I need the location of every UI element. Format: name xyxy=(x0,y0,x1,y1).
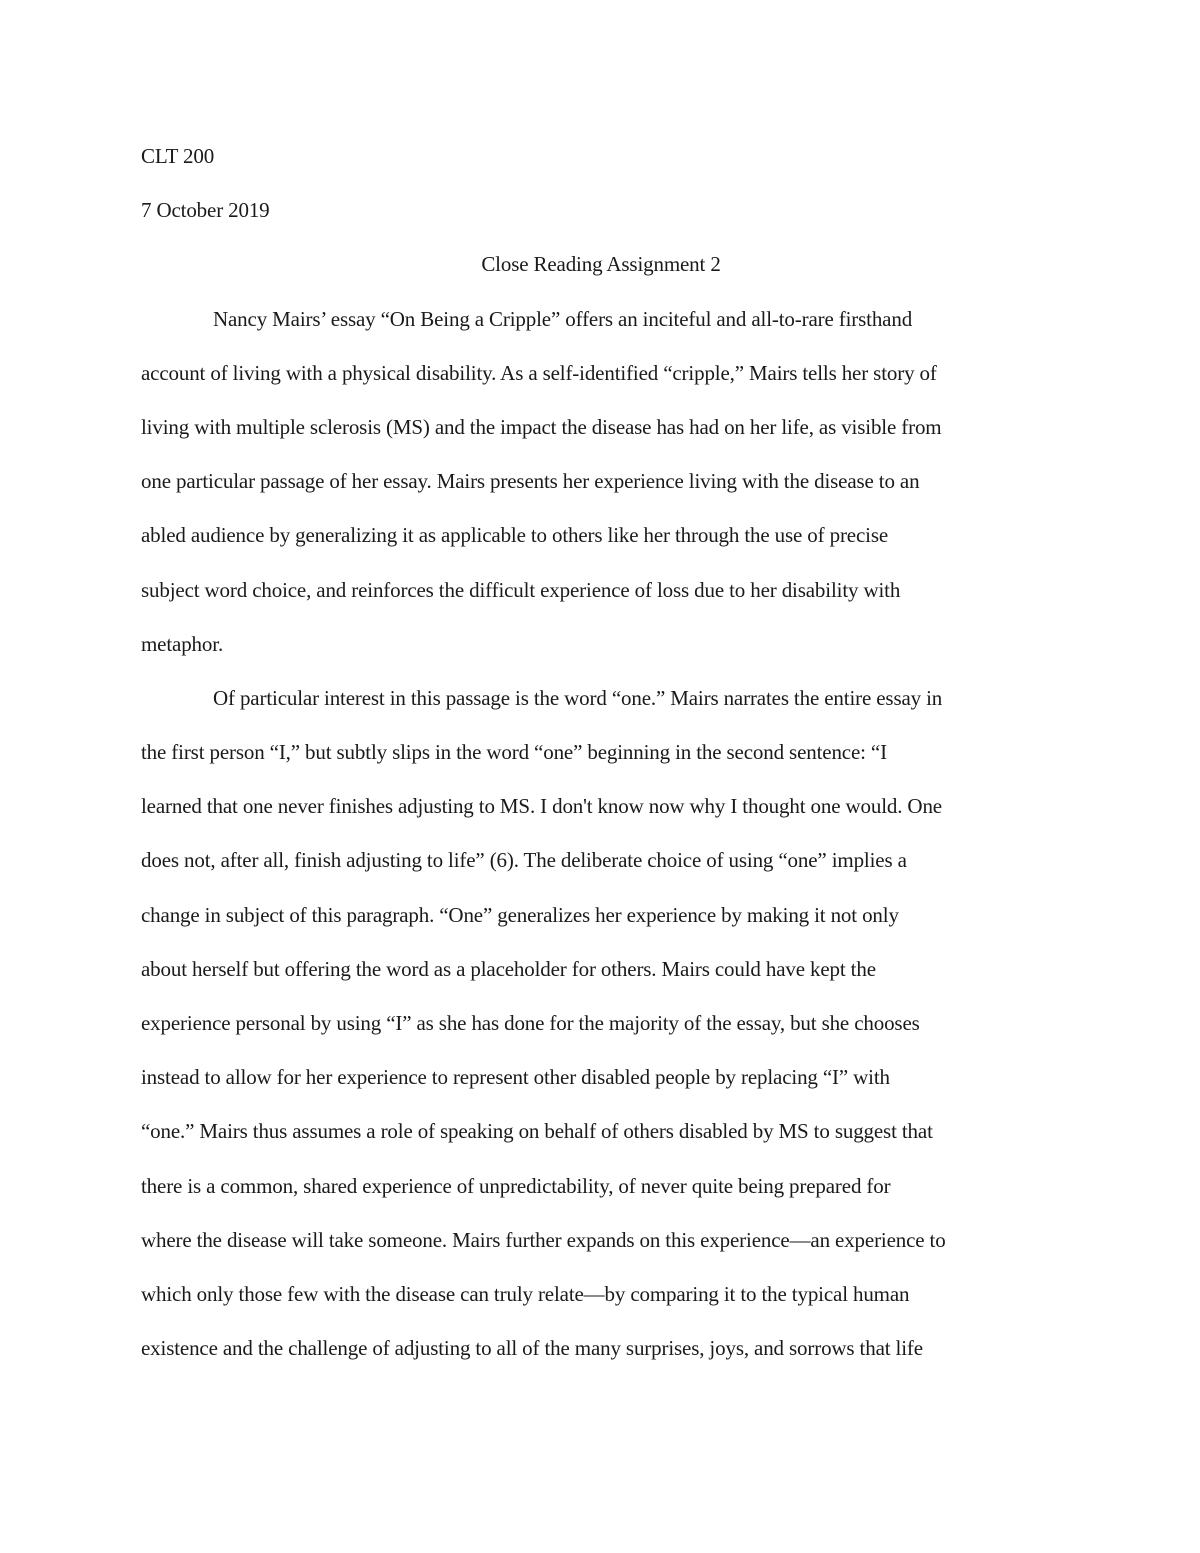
paragraph-line: metaphor. xyxy=(141,631,224,656)
paragraph-line: which only those few with the disease can truly relate—by comparing it to the typical human xyxy=(141,1281,910,1306)
document-body xyxy=(141,136,1061,1382)
paragraph-2 xyxy=(141,678,1061,1382)
paragraph-line: living with multiple sclerosis (MS) and the impact the disease has had on her life, as visible from xyxy=(141,414,942,439)
paragraph-line: instead to allow for her experience to represent other disabled people by replacing “I” with xyxy=(141,1065,890,1090)
paragraph-line: about herself but offering the word as a placeholder for others. Mairs could have kept the xyxy=(141,956,876,981)
paragraph-line: where the disease will take someone. Mairs further expands on this experience—an experience to xyxy=(141,1227,946,1252)
paragraph-line: does not, after all, finish adjusting to life” (6). The deliberate choice of using “one” implies a xyxy=(141,848,907,873)
paragraph-line: change in subject of this paragraph. “One” generalizes her experience by making it not only xyxy=(141,902,899,927)
paragraph-line: abled audience by generalizing it as applicable to others like her through the use of precise xyxy=(141,523,889,548)
paragraph-line: account of living with a physical disability. As a self-identified “cripple,” Mairs tells her story of xyxy=(141,360,937,385)
course-line: CLT 200 xyxy=(141,144,215,168)
paragraph-1 xyxy=(141,299,1061,678)
paragraph-line: subject word choice, and reinforces the difficult experience of loss due to her disability with xyxy=(141,577,901,602)
paragraph-line: existence and the challenge of adjusting to all of the many surprises, joys, and sorrows that life xyxy=(141,1336,923,1361)
paragraph-line: learned that one never finishes adjusting to MS. I don't know now why I thought one would. One xyxy=(141,794,942,819)
paragraph-line: Of particular interest in this passage is the word “one.” Mairs narrates the entire essay in xyxy=(213,685,943,710)
paragraph-line: experience personal by using “I” as she has done for the majority of the essay, but she chooses xyxy=(141,1011,920,1035)
paragraph-line: “one.” Mairs thus assumes a role of speaking on behalf of others disabled by MS to suggest that xyxy=(141,1119,933,1144)
document-title: Close Reading Assignment 2 xyxy=(481,252,721,277)
paragraph-line: the first person “I,” but subtly slips in the word “one” beginning in the second sentence: “I xyxy=(141,740,887,765)
paragraph-line: there is a common, shared experience of unpredictability, of never quite being prepared for xyxy=(141,1173,891,1198)
paragraph-line: Nancy Mairs’ essay “On Being a Cripple” offers an inciteful and all-to-rare firsthand xyxy=(213,306,913,331)
date-line: 7 October 2019 xyxy=(141,198,270,223)
paragraph-line: one particular passage of her essay. Mairs presents her experience living with the disease to an xyxy=(141,469,920,494)
